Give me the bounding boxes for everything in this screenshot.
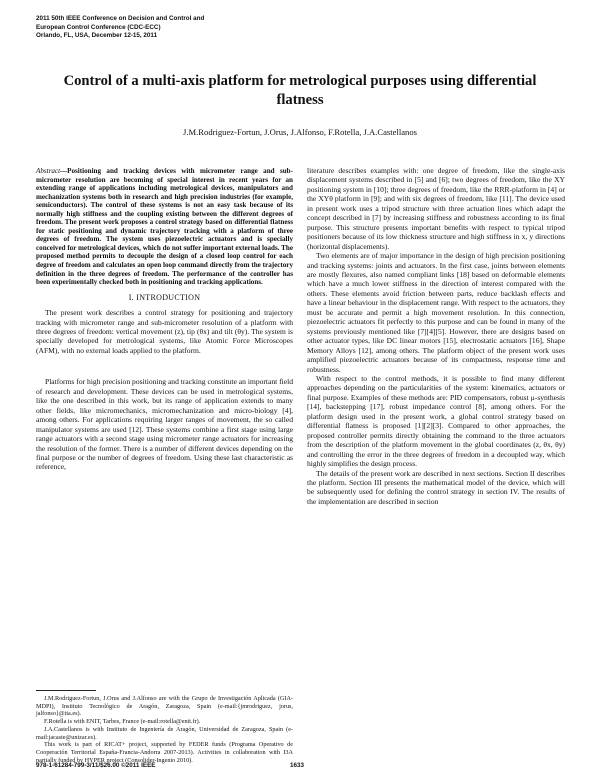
conference-header [36, 15, 204, 41]
paper-title: Control of a multi-axis platform for metrological purposes using differential flatness [63, 73, 537, 108]
paragraph: Platforms for high precision positioning and tracking constitute an important field of research and development. These devices can be used in metrological systems, like the one described in this work, but its range of application extends to many other fields, like micromechanics, micromechanization and micro-biology [4], among others. For applications requiring larger ranges of movement, the so called manipulator systems are used [12]. These systems combine a first stage using large range actuators with a second stage using micrometer range actuators for increasing the resolution of the former. There is a number of different devices depending on the final purpose or the number of degrees of freedom. Using these last characteristic as reference, [36, 377, 293, 472]
conference-line-3: Orlando, FL, USA, December 12-15, 2011 [36, 32, 158, 40]
footnotes [36, 690, 293, 764]
footnote: J.M.Rodriguez-Fortun, J.Orus and J.Alfonso are with the Grupo de Investigación Aplicada (GIA-MDPI), Instituto Tecnológico de Aragón, Zaragoza, Spain (e-mail:{jmrodriguez, jorus, jalfonso}@ita.es). [36, 695, 293, 718]
conference-line-2: European Control Conference (CDC-ECC) [36, 23, 161, 31]
footnote: F.Rotella is with ENIT, Tarbes, France (e-mail:rotella@enit.fr). [44, 718, 201, 726]
paragraph: With respect to the control methods, it is possible to find many different approaches depending on the particularities of the system: kinematics, actuators or final purpose. Examples of these methods are: PID compensators, robust μ-synthesis [14], backstepping [17], robust impedance control [8], among others. For the platform design used in the present work, a global control strategy based on differential flatness is proposed [1][2][3]. Compared to other approaches, the proposed controller permits directly obtaining the command to the three actuators from the description of the platform movement in the global coordinates (z, θx, θy) and controlling the error in the three degrees of freedom in a decoupled way, which highly simplifies the design process. [307, 373, 565, 469]
abstract [36, 167, 293, 287]
author-list: J.M.Rodriguez-Fortun, J.Orus, J.Alfonso, F.Rotella, J.A.Castellanos [183, 127, 417, 137]
abstract-text: —Positioning and tracking devices with micrometer range and sub-micrometer resolution are becoming of special interest in recent years for an extending range of applications including metrological devices, manipulators and mechanization systems both in research and high precision industries (for example, semiconductors). The control of these systems is not an easy task because of its normally high stiffness and the coupling existing between the different degrees of freedom. The present work proposes a control strategy based on differential flatness for static positioning and dynamic trajectory tracking with a platform of three degrees of freedom. The system uses piezoelectric actuators and is specially conceived for metrological devices, which do not suffer important external loads. The proposed method permits to decouple the design of a closed loop control for each degree of freedom and calculates an open loop command directly from the trajectory definition in the three degrees of freedom. The performance of the controller has been experimentally checked both in positioning and tracking applications. [36, 167, 293, 287]
paragraph: The details of the present work are described in next sections. Section II describes the platform. Section III presents the mathematical model of the device, which will be subsequently used for defining the control strategy in section IV. The results of the implementation are described in section [307, 468, 565, 506]
footnote: This work is part of RICAT+ project, supported by FEDER funds (Programa Operativo de Cooperación Territorial España-Francia-Andorra 2007-2013). Activities in collaboration with I3A partially funded by HYPER project (Consolider-Ingenio 2010). [36, 741, 293, 764]
section-heading-introduction: I. INTRODUCTION [128, 292, 201, 302]
conference-line-1: 2011 50th IEEE Conference on Decision and Control and [36, 15, 205, 22]
spacer [36, 355, 293, 377]
left-column [36, 167, 293, 472]
paragraph: literature describes examples with: one degree of freedom, like the single-axis displacement systems described in [5] and [6]; two degrees of freedom, like the XY positioning system in [10]; three degrees of freedom, like the RRR-platform in [4] or the XYθ platform in [9]; and with six degrees of freedom, like [11]. The device used in present work uses a tripod structure with three actuation lines which adapt the concept described in [7] by increasing stiffness and robustness according to its final purpose. This structure presents important benefits with respect to typical tripod positioners because of its low thickness structure and high stiffness in x, y directions (horizontal displacements). [307, 166, 565, 251]
paragraph: Two elements are of major importance in the design of high precision positioning and tracking systems: joints and actuators. In the first case, joints between elements are mostly flexures, also named compliant links [18] based on deformable elements which have a much lower stiffness in the direction of interest compared with the others. These elements avoid friction between parts, reduce backlash effects and have a linear behaviour in the displacement range. With respect to the actuators, they must be accurate and permit a high movement resolution. In this connection, piezoelectric actuators fit perfectly to this purpose and can be found in many of the systems previously mentioned like [7][4][5]. However, there are designs based on other actuator types, like DC linear motors [15], electrostatic actuators [16], Shape Memory Alloys [12], among others. The platform object of the present work uses amplified piezoelectric actuators because of its compactness, response time and robustness. [307, 251, 565, 374]
footer-isbn: 978-1-61284-799-3/11/$26.00 ©2011 IEEE [36, 762, 156, 769]
right-column [307, 166, 565, 506]
abstract-label: Abstract [36, 167, 61, 175]
paragraph: The present work describes a control strategy for positioning and trajectory tracking with micrometer range and sub-micrometer resolution of a platform with three degrees of freedom: vertical movement (z), tip (θx) and tilt (θy). The system is specially developed for metrological systems, like Atomic Force Microscopes (AFM), with no external loads applied to the platform. [36, 308, 293, 355]
footnote-rule [36, 690, 96, 691]
footnote: J.A.Castellanos is with Instituto de Ingeniería de Aragón, Universidad de Zaragoza, Spain (e-mail:jacaste@unizar.es). [36, 725, 293, 741]
page-number: 1633 [290, 762, 305, 769]
